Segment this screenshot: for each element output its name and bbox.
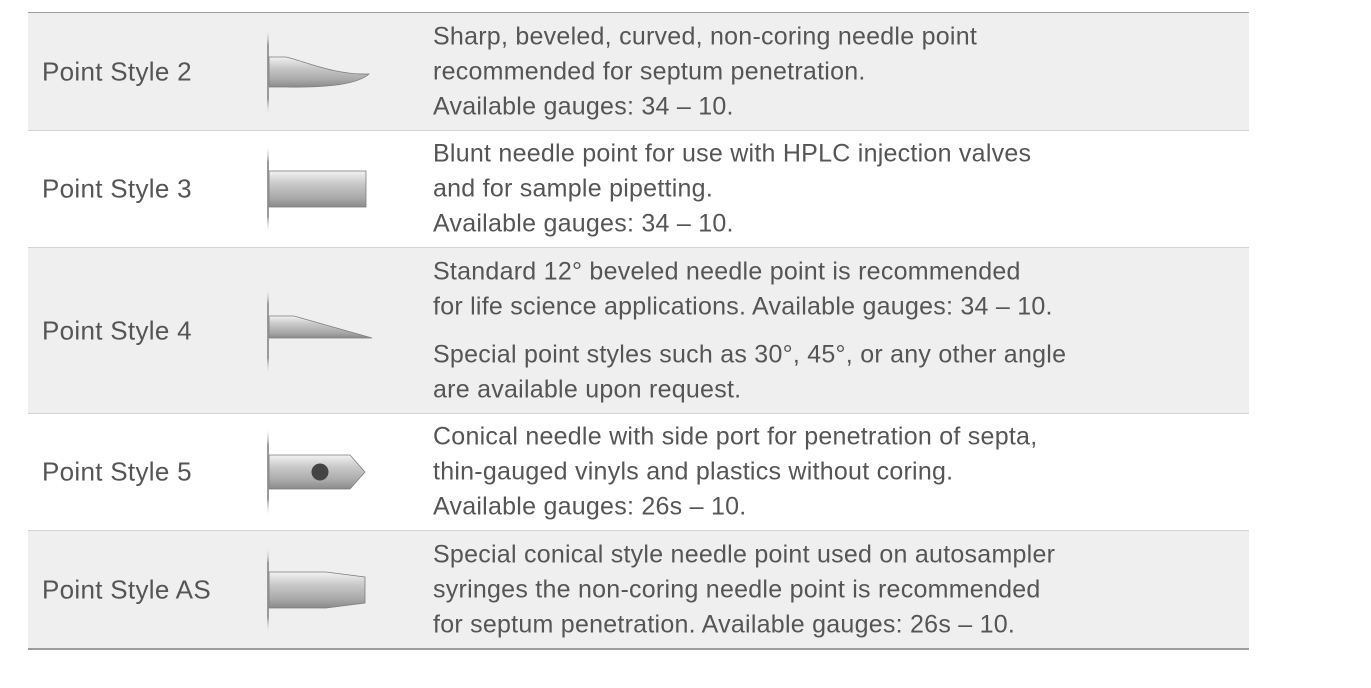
description-line: for septum penetration. Available gauges: 26s – 10. bbox=[433, 610, 1016, 638]
autosampler-conical-needle-icon bbox=[264, 545, 376, 635]
table-row bbox=[28, 531, 1249, 648]
point-style-table bbox=[28, 12, 1249, 650]
table-row bbox=[28, 248, 1249, 414]
curved-beveled-needle-icon bbox=[264, 27, 376, 117]
point-style-name: Point Style 3 bbox=[42, 173, 192, 204]
standard-beveled-needle-icon bbox=[264, 286, 376, 376]
table-row bbox=[28, 414, 1249, 531]
description-line: Standard 12° beveled needle point is recommended bbox=[433, 257, 1021, 285]
description-line: Conical needle with side port for penetration of septa, bbox=[433, 422, 1038, 451]
point-style-description bbox=[433, 19, 977, 124]
description-line: Sharp, beveled, curved, non-coring needle point bbox=[433, 22, 978, 50]
description-note-line: Special point styles such as 30°, 45°, or any other angle bbox=[433, 340, 1067, 368]
description-line: and for sample pipetting. bbox=[433, 174, 714, 203]
description-line: Available gauges: 26s – 10. bbox=[433, 492, 747, 521]
description-line: Available gauges: 34 – 10. bbox=[433, 92, 734, 120]
description-line: recommended for septum penetration. bbox=[433, 57, 866, 85]
point-style-description bbox=[433, 420, 1037, 525]
table-row bbox=[28, 131, 1249, 248]
point-style-name: Point Style 5 bbox=[42, 456, 192, 487]
description-line: Special conical style needle point used on autosampler bbox=[433, 540, 1056, 568]
description-line: Available gauges: 34 – 10. bbox=[433, 209, 734, 238]
description-note-line: are available upon request. bbox=[433, 375, 742, 403]
description-line: Blunt needle point for use with HPLC injection valves bbox=[433, 139, 1032, 168]
description-line: syringes the non-coring needle point is recommended bbox=[433, 575, 1041, 603]
point-style-name: Point Style AS bbox=[42, 574, 211, 604]
description-line: for life science applications. Available gauges: 34 – 10. bbox=[433, 292, 1053, 320]
table-row bbox=[28, 13, 1249, 131]
point-style-name: Point Style 2 bbox=[42, 56, 192, 86]
point-style-name: Point Style 4 bbox=[42, 315, 192, 345]
description-line: thin-gauged vinyls and plastics without coring. bbox=[433, 457, 954, 486]
point-style-description bbox=[433, 137, 1031, 242]
point-style-description bbox=[433, 537, 1055, 642]
point-style-description bbox=[433, 254, 1066, 407]
blunt-needle-icon bbox=[264, 144, 376, 234]
conical-side-port-needle-icon bbox=[264, 427, 376, 517]
